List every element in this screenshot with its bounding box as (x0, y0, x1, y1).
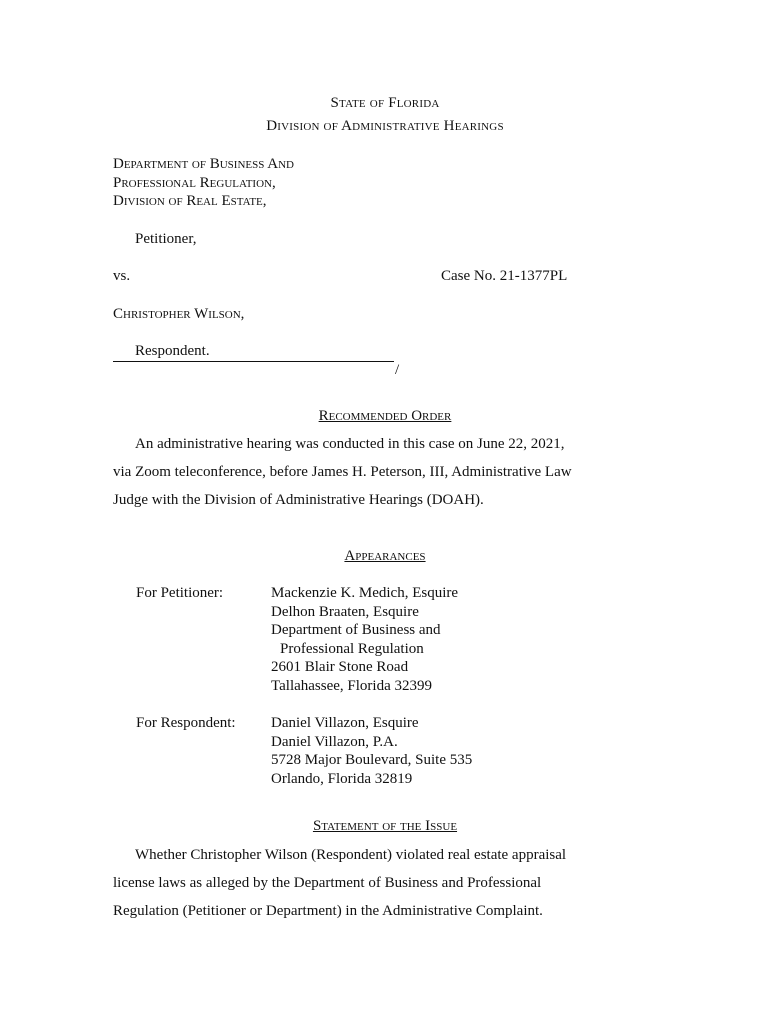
respondent-counsel-line-3: 5728 Major Boulevard, Suite 535 (271, 752, 473, 768)
respondent-counsel-line-1: Daniel Villazon, Esquire (271, 715, 419, 731)
respondent-role: Respondent. (135, 343, 210, 359)
appearances-title: Appearances (344, 548, 426, 564)
versus: vs. (113, 268, 131, 284)
issue-para-line-2: license laws as alleged by the Department of Business and Professional (113, 875, 542, 891)
petitioner-counsel-line-2: Delhon Braaten, Esquire (271, 604, 419, 620)
petitioner-counsel-line-4: Professional Regulation (280, 641, 424, 657)
header-division: Division of Administrative Hearings (266, 118, 504, 134)
caption-rule (113, 361, 394, 362)
case-number: Case No. 21-1377PL (441, 268, 568, 284)
petitioner-line-1: Department of Business And (113, 156, 294, 172)
for-respondent-label: For Respondent: (136, 715, 236, 731)
caption-slash: / (395, 362, 400, 378)
respondent-counsel-line-4: Orlando, Florida 32819 (271, 771, 413, 787)
petitioner-counsel-line-6: Tallahassee, Florida 32399 (271, 678, 432, 694)
order-para-line-1: An administrative hearing was conducted in this case on June 22, 2021, (135, 436, 565, 452)
respondent-name: Christopher Wilson, (113, 306, 245, 322)
order-para-line-2: via Zoom teleconference, before James H. Peterson, III, Administrative Law (113, 464, 572, 480)
header-state: State of Florida (330, 95, 440, 111)
order-para-line-3: Judge with the Division of Administrative Hearings (DOAH). (113, 492, 484, 508)
petitioner-counsel-line-1: Mackenzie K. Medich, Esquire (271, 585, 459, 601)
petitioner-line-3: Division of Real Estate, (113, 193, 267, 209)
issue-para-line-1: Whether Christopher Wilson (Respondent) violated real estate appraisal (135, 847, 567, 863)
respondent-counsel-line-2: Daniel Villazon, P.A. (271, 734, 398, 750)
for-petitioner-label: For Petitioner: (136, 585, 224, 601)
petitioner-role: Petitioner, (135, 231, 197, 247)
petitioner-line-2: Professional Regulation, (113, 175, 276, 191)
petitioner-counsel-line-3: Department of Business and (271, 622, 441, 638)
petitioner-counsel-line-5: 2601 Blair Stone Road (271, 659, 409, 675)
statement-of-issue-title: Statement of the Issue (312, 818, 458, 834)
issue-para-line-3: Regulation (Petitioner or Department) in the Administrative Complaint. (113, 903, 543, 919)
recommended-order-title: Recommended Order (318, 408, 452, 424)
